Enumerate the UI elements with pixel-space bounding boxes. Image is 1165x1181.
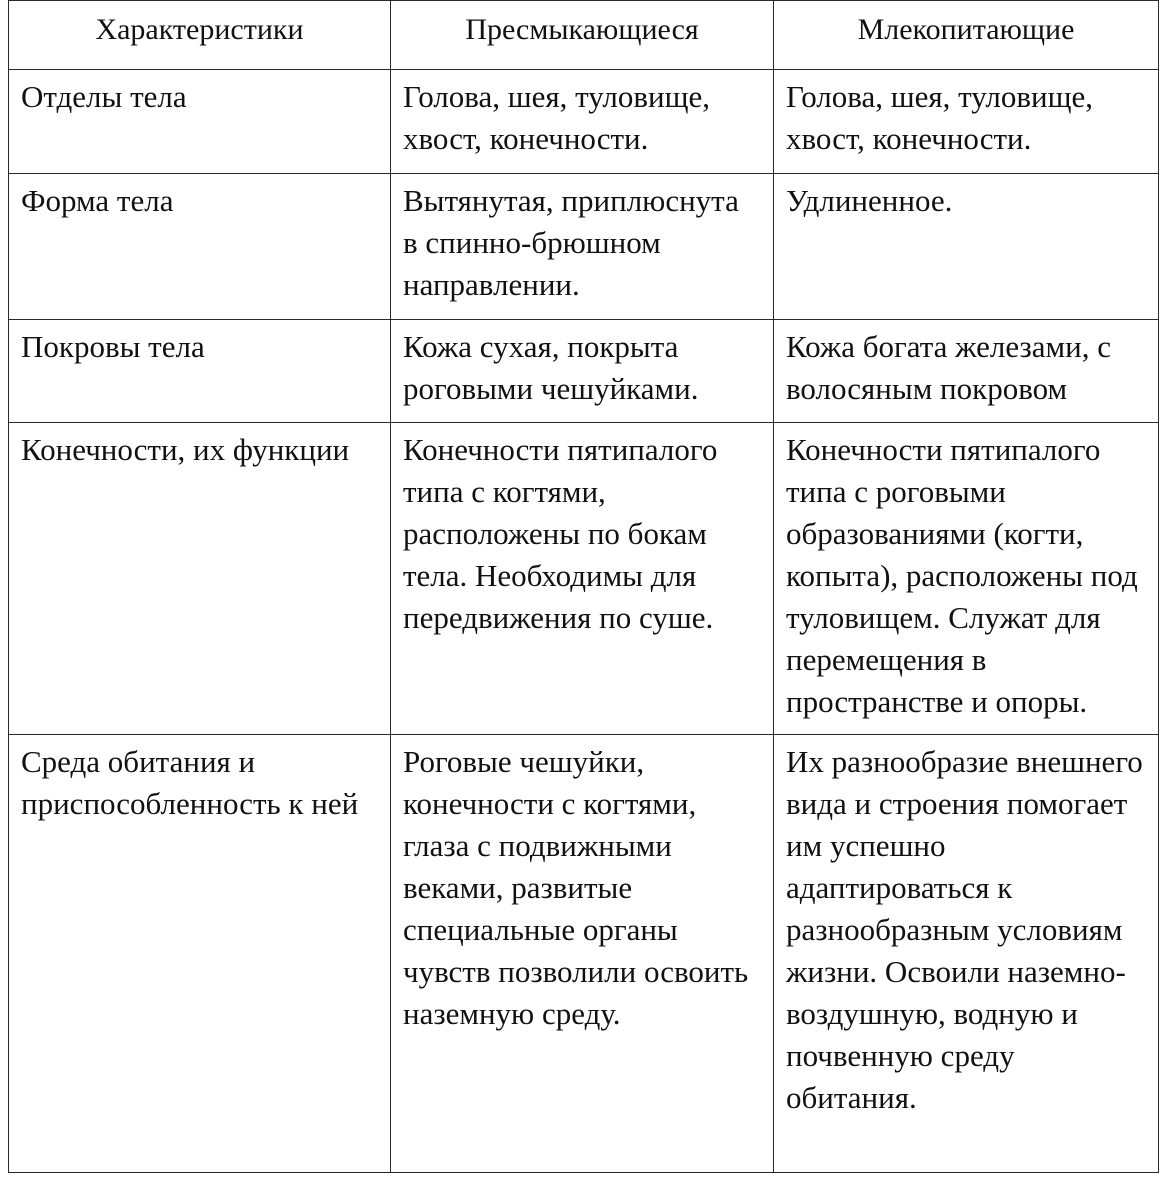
cell-reptiles: Кожа сухая, покрыта роговыми чешуйками. [391, 320, 774, 423]
table-row [9, 320, 1159, 423]
cell-characteristic: Среда обитания и приспособленность к ней [9, 735, 391, 1173]
cell-mammals: Кожа богата железами, с волосяным покровом [774, 320, 1159, 423]
cell-characteristic: Форма тела [9, 174, 391, 320]
cell-characteristic: Отделы тела [9, 70, 391, 174]
table-row [9, 174, 1159, 320]
cell-reptiles: Голова, шея, туловище, хвост, конечности. [391, 70, 774, 174]
cell-reptiles: Роговые чешуйки, конечности с когтями, глаза с подвижными веками, развитые специальные органы чувств позволили освоить наземную среду. [391, 735, 774, 1173]
header-characteristics: Характеристики [9, 1, 391, 70]
header-reptiles: Пресмыкающиеся [391, 1, 774, 70]
cell-reptiles: Конечности пятипалого типа с когтями, расположены по бокам тела. Необходимы для передвижения по суше. [391, 423, 774, 735]
cell-reptiles: Вытянутая, приплюснута в спинно-брюшном направлении. [391, 174, 774, 320]
header-row [9, 1, 1159, 70]
table-row [9, 735, 1159, 1173]
cell-characteristic: Конечности, их функции [9, 423, 391, 735]
cell-mammals: Голова, шея, туловище, хвост, конечности. [774, 70, 1159, 174]
cell-mammals: Удлиненное. [774, 174, 1159, 320]
header-mammals: Млекопитающие [774, 1, 1159, 70]
table-row [9, 423, 1159, 735]
cell-mammals: Их разнообразие внешнего вида и строения помогает им успешно адаптироваться к разнообразным условиям жизни. Освоили наземно-воздушную, водную и почвенную среду обитания. [774, 735, 1159, 1173]
cell-characteristic: Покровы тела [9, 320, 391, 423]
table-row [9, 70, 1159, 174]
cell-mammals: Конечности пятипалого типа с роговыми образованиями (когти, копыта), расположены под туловищем. Служат для перемещения в пространстве и опоры. [774, 423, 1159, 735]
comparison-table [8, 0, 1159, 1173]
